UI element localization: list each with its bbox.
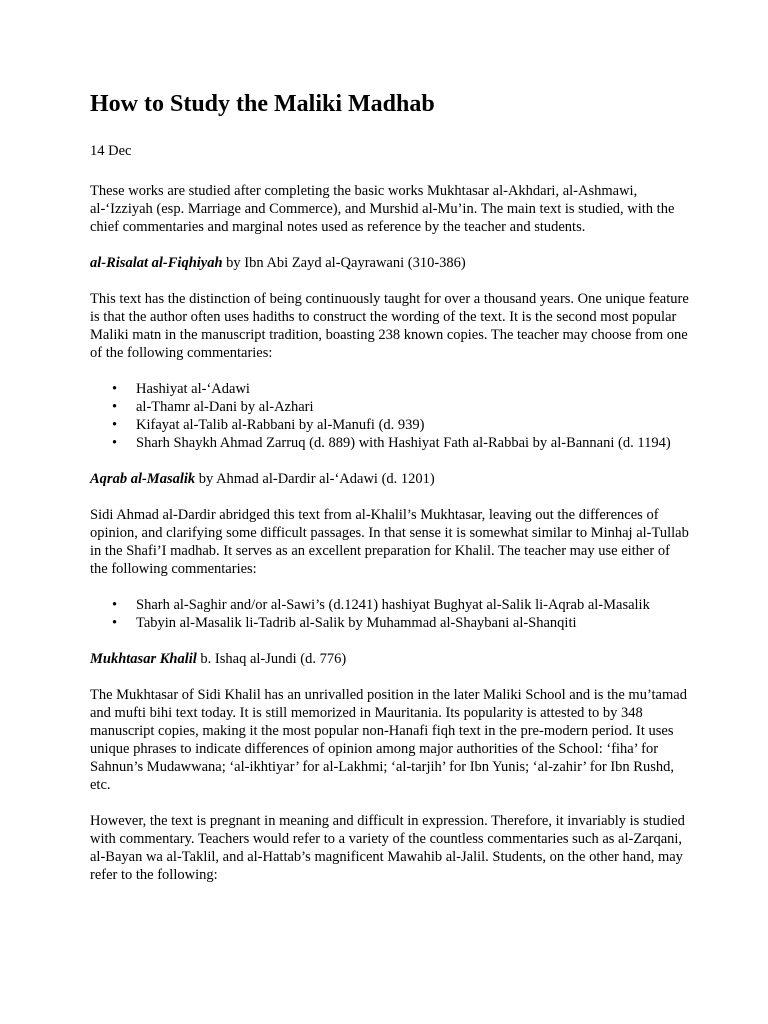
list-item: • Sharh al-Saghir and/or al-Sawi’s (d.1241) hashiyat Bughyat al-Salik li-Aqrab al-Masalik xyxy=(136,596,690,614)
section-heading-khalil xyxy=(90,650,690,668)
section-heading-aqrab xyxy=(90,470,690,488)
section-paragraph: Sidi Ahmad al-Dardir abridged this text from al-Khalil’s Mukhtasar, leaving out the differences of opinion, and clarifying some difficult passages. In that sense it is somewhat similar to Minhaj al-Tullab in the Shafi’I madhab. It serves as an excellent preparation for Khalil. The teacher may use either of the following commentaries: xyxy=(90,507,689,577)
work-title: Aqrab al-Masalik xyxy=(90,471,196,487)
list-item: • Hashiyat al-‘Adawi xyxy=(136,380,690,398)
list-item: • Sharh Shaykh Ahmad Zarruq (d. 889) with Hashiyat Fath al-Rabbai by al-Bannani (d. 1194) xyxy=(136,434,690,452)
intro-paragraph: These works are studied after completing the basic works Mukhtasar al-Akhdari, al-Ashmawi, al-‘Izziyah (esp. Marriage and Commerce), and Murshid al-Mu’in. The main text is studied, with the chief commentaries and marginal notes used as reference by the teacher and students. xyxy=(90,183,675,235)
work-title: al-Risalat al-Fiqhiyah xyxy=(90,255,223,271)
work-title: Mukhtasar Khalil xyxy=(90,651,197,667)
page-title: How to Study the Maliki Madhab xyxy=(90,91,435,117)
post-date: 14 Dec xyxy=(90,143,132,159)
section-heading-risala xyxy=(90,254,690,272)
section-paragraph: This text has the distinction of being continuously taught for over a thousand years. One unique feature is that the author often uses hadiths to construct the wording of the text. It is the second most popular Maliki matn in the manuscript tradition, boasting 238 known copies. The teacher may choose from one of the following commentaries: xyxy=(90,291,689,361)
work-byline: by Ahmad al-Dardir al-‘Adawi (d. 1201) xyxy=(195,471,435,487)
work-byline: b. Ishaq al-Jundi (d. 776) xyxy=(196,651,347,667)
list-item: • Kifayat al-Talib al-Rabbani by al-Manufi (d. 939) xyxy=(136,416,690,434)
work-byline: by Ibn Abi Zayd al-Qayrawani (310-386) xyxy=(222,255,466,271)
document-content xyxy=(90,90,690,902)
commentary-list xyxy=(90,596,690,632)
list-item: • Tabyin al-Masalik li-Tadrib al-Salik by Muhammad al-Shaybani al-Shanqiti xyxy=(136,614,690,632)
commentary-list xyxy=(90,380,690,452)
section-paragraph: However, the text is pregnant in meaning and difficult in expression. Therefore, it invariably is studied with commentary. Teachers would refer to a variety of the countless commentaries such as al-Zarqani, al-Bayan wa al-Taklil, and al-Hattab’s magnificent Mawahib al-Jalil. Students, on the other hand, may refer to the following: xyxy=(90,813,685,883)
section-paragraph: The Mukhtasar of Sidi Khalil has an unrivalled position in the later Maliki School and is the mu’tamad and mufti bihi text today. It is still memorized in Mauritania. Its popularity is attested to by 348 manuscript copies, making it the most popular non-Hanafi fiqh text in the pre-modern period. It uses unique phrases to indicate differences of opinion among major authorities of the School: ‘fiha’ for Sahnun’s Mudawwana; ‘al-ikhtiyar’ for al-Lakhmi; ‘al-tarjih’ for Ibn Yunis; ‘al-zahir’ for Ibn Rushd, etc. xyxy=(90,687,687,793)
list-item: • al-Thamr al-Dani by al-Azhari xyxy=(136,398,690,416)
